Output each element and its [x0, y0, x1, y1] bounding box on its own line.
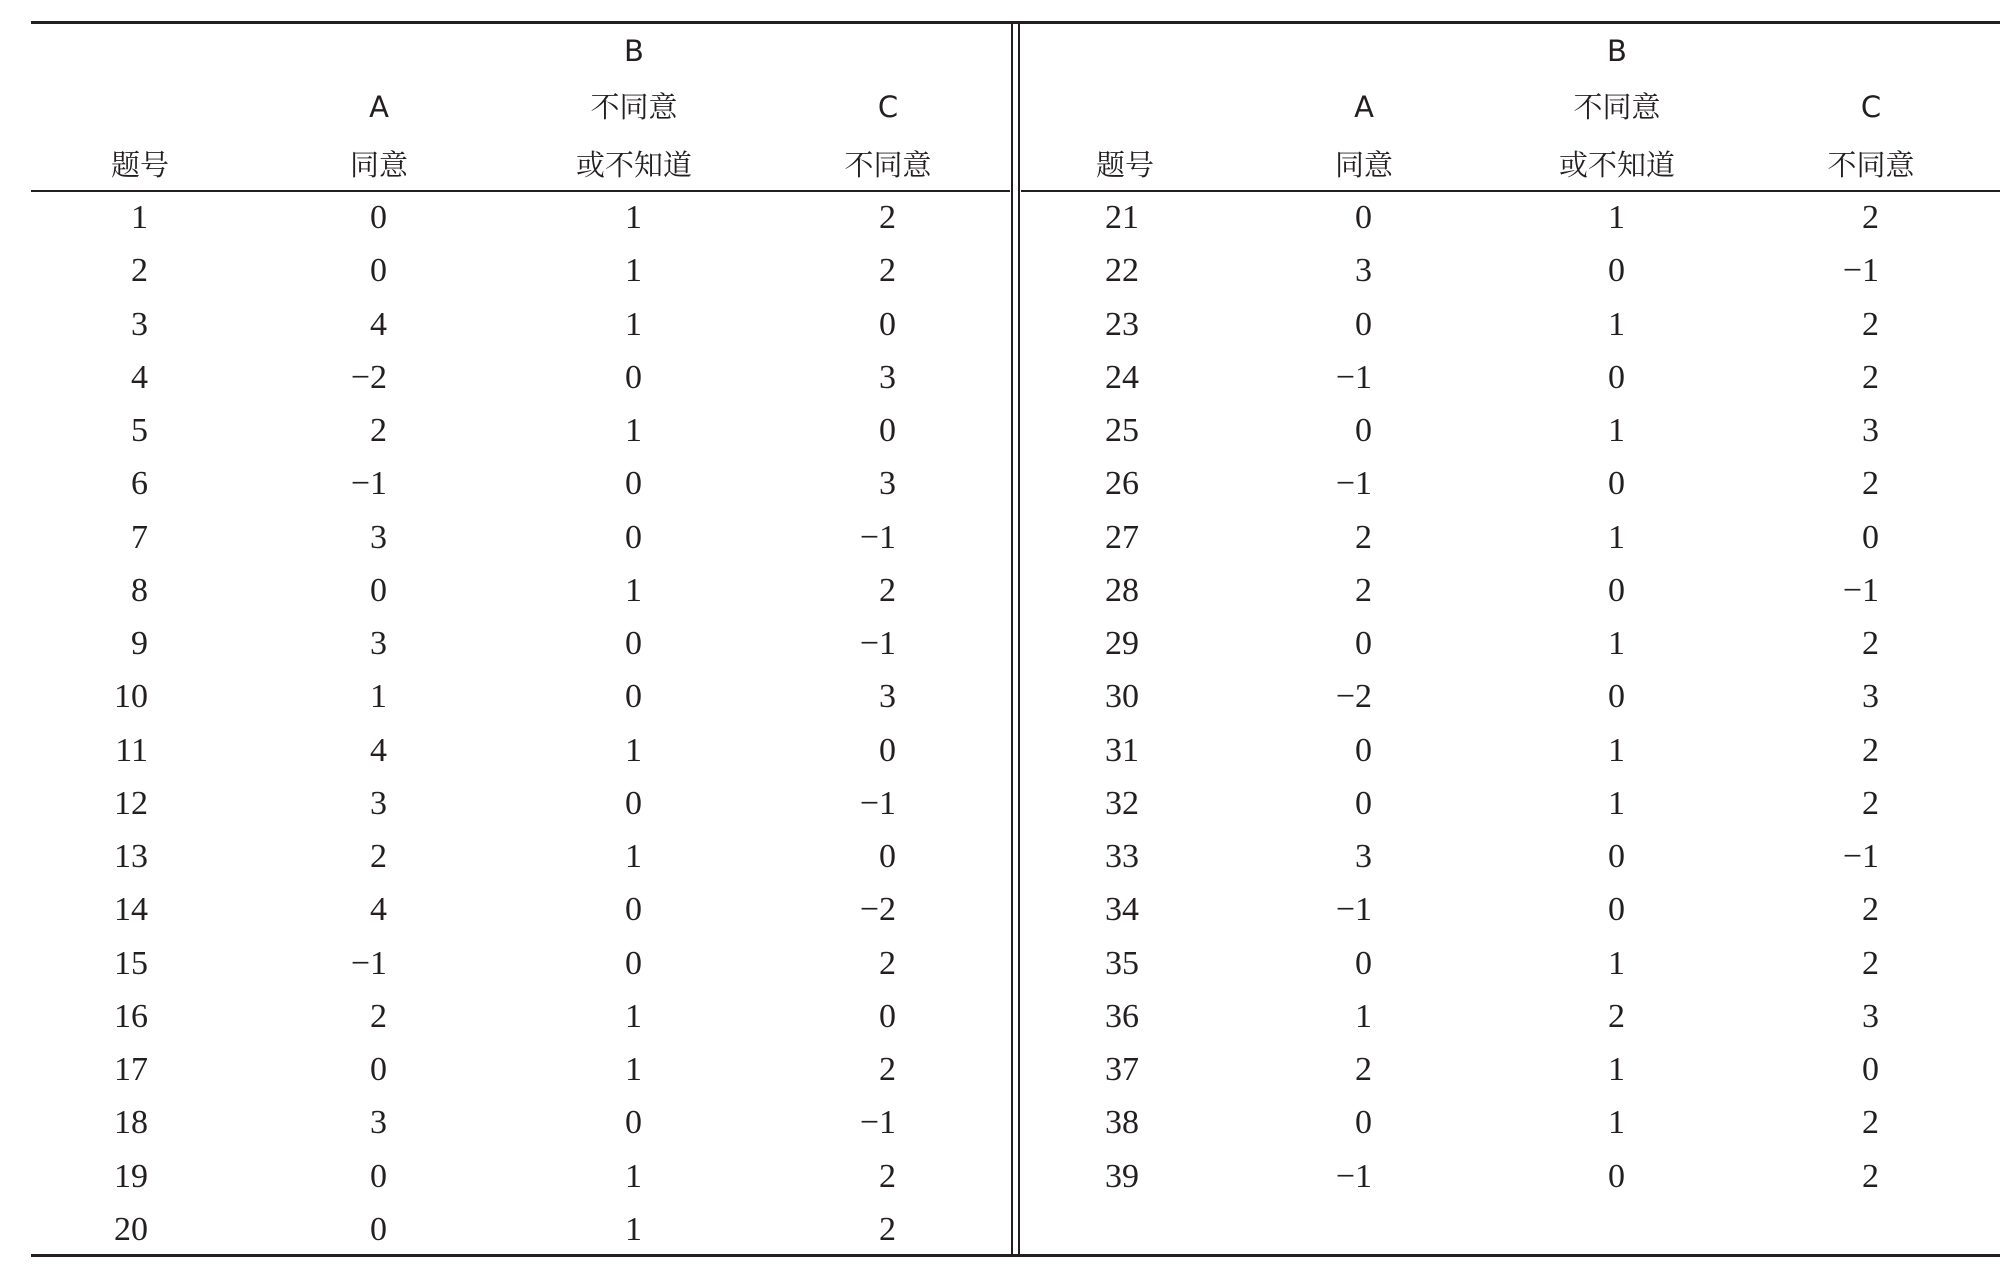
question-number-cell: 19	[114, 1157, 148, 1195]
score-c-cell: −1	[859, 1104, 896, 1142]
score-a-cell: 4	[370, 891, 387, 929]
table-row	[1020, 1050, 2000, 1090]
score-b-cell: 1	[625, 997, 642, 1035]
header-c-letter: C	[877, 90, 899, 124]
table-right-half	[1020, 0, 2000, 1269]
table-row	[31, 944, 1011, 984]
score-b-cell: 1	[625, 1051, 642, 1088]
question-number-cell: 37	[1105, 1051, 1139, 1088]
score-a-cell: 0	[1355, 305, 1372, 343]
table-row	[1020, 624, 2000, 664]
score-a-cell: 2	[370, 838, 387, 875]
score-b-cell: 1	[625, 199, 642, 236]
score-c-cell: 0	[1862, 1051, 1879, 1088]
header-b-label-line1: 不同意	[1573, 90, 1661, 124]
table-row	[1020, 1157, 2000, 1197]
score-c-cell: −1	[1842, 252, 1879, 290]
score-b-cell: 0	[625, 784, 642, 822]
score-b-cell: 0	[625, 358, 642, 396]
score-b-cell: 1	[1608, 412, 1625, 449]
score-c-cell: −1	[859, 784, 896, 822]
score-c-cell: 3	[1862, 412, 1879, 449]
score-c-cell: 0	[879, 412, 896, 449]
question-number-cell: 25	[1105, 412, 1139, 449]
table-row	[31, 198, 1011, 238]
score-c-cell: 2	[879, 1210, 896, 1248]
table-row	[1020, 464, 2000, 504]
header-b-letter: B	[1607, 34, 1627, 68]
score-b-cell: 1	[1608, 1051, 1625, 1088]
header-b-label-line2: 或不知道	[1558, 148, 1676, 182]
table-row	[31, 1050, 1011, 1090]
question-number-cell: 12	[114, 784, 148, 822]
table-row	[31, 1157, 1011, 1197]
table-row	[31, 731, 1011, 771]
score-a-cell: −2	[350, 358, 387, 396]
score-c-cell: −1	[1842, 571, 1879, 609]
score-b-cell: 1	[1608, 944, 1625, 982]
score-a-cell: 4	[370, 305, 387, 343]
score-b-cell: 1	[1608, 784, 1625, 822]
header-question-number: 题号	[1095, 148, 1155, 182]
score-b-cell: 0	[625, 1104, 642, 1142]
score-b-cell: 1	[625, 1210, 642, 1248]
score-c-cell: −1	[859, 625, 896, 662]
question-number-cell: 9	[131, 625, 148, 662]
score-c-cell: 2	[879, 1157, 896, 1195]
score-c-cell: −1	[1842, 838, 1879, 875]
table-row	[31, 1210, 1011, 1250]
question-number-cell: 36	[1105, 997, 1139, 1035]
score-c-cell: 2	[1862, 305, 1879, 343]
table-row	[1020, 997, 2000, 1037]
question-number-cell: 17	[114, 1051, 148, 1088]
score-b-cell: 1	[1608, 731, 1625, 769]
score-a-cell: 0	[1355, 784, 1372, 822]
score-c-cell: 2	[1862, 358, 1879, 396]
score-b-cell: 0	[625, 944, 642, 982]
question-number-cell: 18	[114, 1104, 148, 1142]
score-a-cell: 0	[370, 252, 387, 290]
table-row	[1020, 251, 2000, 291]
table-row	[1020, 677, 2000, 717]
header-a-label: 同意	[1334, 148, 1394, 182]
score-c-cell: 3	[879, 678, 896, 716]
score-c-cell: 3	[879, 465, 896, 503]
table-row	[31, 305, 1011, 345]
table-row	[1020, 731, 2000, 771]
question-number-cell: 31	[1105, 731, 1139, 769]
question-number-cell: 32	[1105, 784, 1139, 822]
score-c-cell: 3	[1862, 997, 1879, 1035]
question-number-cell: 15	[114, 944, 148, 982]
table-row	[31, 837, 1011, 877]
score-b-cell: 1	[625, 731, 642, 769]
score-b-cell: 0	[1608, 891, 1625, 929]
score-b-cell: 2	[1608, 997, 1625, 1035]
table-row	[31, 411, 1011, 451]
score-c-cell: 2	[1862, 1157, 1879, 1195]
score-a-cell: 1	[1355, 997, 1372, 1035]
score-a-cell: 0	[370, 1210, 387, 1248]
score-b-cell: 1	[1608, 518, 1625, 556]
score-a-cell: −1	[1335, 1157, 1372, 1195]
score-c-cell: 2	[879, 571, 896, 609]
header-b-letter: B	[624, 34, 644, 68]
question-number-cell: 5	[131, 412, 148, 449]
score-b-cell: 0	[1608, 678, 1625, 716]
score-b-cell: 1	[1608, 1104, 1625, 1142]
score-b-cell: 1	[625, 571, 642, 609]
question-number-cell: 24	[1105, 358, 1139, 396]
table-row	[1020, 837, 2000, 877]
score-b-cell: 0	[1608, 252, 1625, 290]
question-number-cell: 38	[1105, 1104, 1139, 1142]
score-c-cell: 2	[1862, 891, 1879, 929]
table-row	[31, 624, 1011, 664]
header-b-label-line1: 不同意	[590, 90, 678, 124]
table-row	[1020, 305, 2000, 345]
score-b-cell: 0	[1608, 465, 1625, 503]
score-a-cell: −1	[1335, 891, 1372, 929]
question-number-cell: 22	[1105, 252, 1139, 290]
table-row	[31, 784, 1011, 824]
score-a-cell: 1	[370, 678, 387, 716]
score-b-cell: 0	[625, 678, 642, 716]
score-b-cell: 0	[1608, 571, 1625, 609]
score-c-cell: 2	[879, 1051, 896, 1088]
question-number-cell: 26	[1105, 465, 1139, 503]
question-number-cell: 34	[1105, 891, 1139, 929]
score-a-cell: −2	[1335, 678, 1372, 716]
score-b-cell: 1	[625, 305, 642, 343]
score-c-cell: 3	[879, 358, 896, 396]
header-a-label: 同意	[349, 148, 409, 182]
table-row	[1020, 944, 2000, 984]
question-number-cell: 16	[114, 997, 148, 1035]
score-a-cell: −1	[1335, 358, 1372, 396]
score-a-cell: 3	[1355, 252, 1372, 290]
score-a-cell: 3	[1355, 838, 1372, 875]
score-b-cell: 1	[625, 838, 642, 875]
table-row	[1020, 890, 2000, 930]
score-c-cell: 2	[879, 199, 896, 236]
score-a-cell: −1	[350, 944, 387, 982]
score-a-cell: 3	[370, 1104, 387, 1142]
table-row	[1020, 518, 2000, 558]
table-row	[1020, 411, 2000, 451]
score-a-cell: 0	[1355, 944, 1372, 982]
score-c-cell: 2	[1862, 625, 1879, 662]
score-b-cell: 0	[625, 891, 642, 929]
table-row	[31, 677, 1011, 717]
score-a-cell: 0	[370, 571, 387, 609]
score-a-cell: −1	[350, 465, 387, 503]
score-b-cell: 1	[1608, 199, 1625, 236]
score-a-cell: 2	[1355, 518, 1372, 556]
question-number-cell: 35	[1105, 944, 1139, 982]
question-number-cell: 29	[1105, 625, 1139, 662]
score-a-cell: 3	[370, 625, 387, 662]
question-number-cell: 30	[1105, 678, 1139, 716]
question-number-cell: 28	[1105, 571, 1139, 609]
table-row	[31, 997, 1011, 1037]
question-number-cell: 8	[131, 571, 148, 609]
score-b-cell: 1	[625, 252, 642, 290]
score-a-cell: 3	[370, 784, 387, 822]
score-c-cell: 0	[879, 305, 896, 343]
score-b-cell: 0	[625, 625, 642, 662]
question-number-cell: 7	[131, 518, 148, 556]
score-a-cell: 3	[370, 518, 387, 556]
header-row-1	[31, 31, 1011, 71]
question-number-cell: 21	[1105, 199, 1139, 236]
table-row	[31, 518, 1011, 558]
score-c-cell: 2	[1862, 944, 1879, 982]
score-c-cell: 3	[1862, 678, 1879, 716]
question-number-cell: 33	[1105, 838, 1139, 875]
score-a-cell: 0	[1355, 1104, 1372, 1142]
header-row-2	[1020, 87, 2000, 127]
score-c-cell: 0	[879, 997, 896, 1035]
score-b-cell: 0	[1608, 358, 1625, 396]
score-c-cell: 0	[879, 731, 896, 769]
question-number-cell: 4	[131, 358, 148, 396]
score-a-cell: 4	[370, 731, 387, 769]
table-row	[1020, 198, 2000, 238]
header-a-letter: A	[369, 90, 389, 124]
table-row	[1020, 784, 2000, 824]
score-a-cell: 2	[370, 997, 387, 1035]
question-number-cell: 27	[1105, 518, 1139, 556]
question-number-cell: 3	[131, 305, 148, 343]
table-left-half	[31, 0, 1011, 1269]
score-b-cell: 0	[625, 465, 642, 503]
score-b-cell: 0	[1608, 1157, 1625, 1195]
score-a-cell: 2	[1355, 571, 1372, 609]
score-c-cell: 2	[1862, 465, 1879, 503]
score-c-cell: −1	[859, 518, 896, 556]
question-number-cell: 1	[131, 199, 148, 236]
question-number-cell: 20	[114, 1210, 148, 1248]
header-b-label-line2: 或不知道	[575, 148, 693, 182]
header-question-number: 题号	[110, 148, 170, 182]
question-number-cell: 13	[114, 838, 148, 875]
header-c-label: 不同意	[844, 148, 932, 182]
question-number-cell: 10	[114, 678, 148, 716]
score-c-cell: 2	[879, 252, 896, 290]
score-a-cell: 0	[370, 1157, 387, 1195]
header-row-3	[31, 145, 1011, 185]
score-a-cell: 0	[1355, 625, 1372, 662]
table-row	[1020, 358, 2000, 398]
question-number-cell: 11	[115, 731, 148, 769]
score-c-cell: 2	[879, 944, 896, 982]
question-number-cell: 6	[131, 465, 148, 503]
table-row	[31, 890, 1011, 930]
header-row-2	[31, 87, 1011, 127]
score-c-cell: 2	[1862, 784, 1879, 822]
score-c-cell: 2	[1862, 731, 1879, 769]
score-c-cell: 2	[1862, 199, 1879, 236]
table-row	[31, 251, 1011, 291]
header-c-label: 不同意	[1827, 148, 1915, 182]
score-a-cell: 0	[1355, 412, 1372, 449]
center-double-rule-a	[1011, 22, 1013, 1256]
score-a-cell: 0	[1355, 731, 1372, 769]
question-number-cell: 14	[114, 891, 148, 929]
header-row-1	[1020, 31, 2000, 71]
score-b-cell: 1	[1608, 625, 1625, 662]
score-b-cell: 1	[1608, 305, 1625, 343]
score-a-cell: 2	[370, 412, 387, 449]
header-row-3	[1020, 145, 2000, 185]
score-a-cell: −1	[1335, 465, 1372, 503]
table-row	[1020, 571, 2000, 611]
question-number-cell: 2	[131, 252, 148, 290]
question-number-cell: 39	[1105, 1157, 1139, 1195]
score-a-cell: 0	[1355, 199, 1372, 236]
table-row	[1020, 1103, 2000, 1143]
score-a-cell: 0	[370, 1051, 387, 1088]
score-c-cell: −2	[859, 891, 896, 929]
table-row	[31, 1103, 1011, 1143]
table-row	[31, 464, 1011, 504]
header-a-letter: A	[1354, 90, 1374, 124]
score-a-cell: 0	[370, 199, 387, 236]
header-c-letter: C	[1860, 90, 1882, 124]
score-b-cell: 0	[625, 518, 642, 556]
question-number-cell: 23	[1105, 305, 1139, 343]
table-row	[31, 571, 1011, 611]
score-a-cell: 2	[1355, 1051, 1372, 1088]
score-c-cell: 0	[879, 838, 896, 875]
score-b-cell: 1	[625, 412, 642, 449]
table-row	[31, 358, 1011, 398]
score-b-cell: 0	[1608, 838, 1625, 875]
score-c-cell: 0	[1862, 518, 1879, 556]
score-b-cell: 1	[625, 1157, 642, 1195]
score-c-cell: 2	[1862, 1104, 1879, 1142]
